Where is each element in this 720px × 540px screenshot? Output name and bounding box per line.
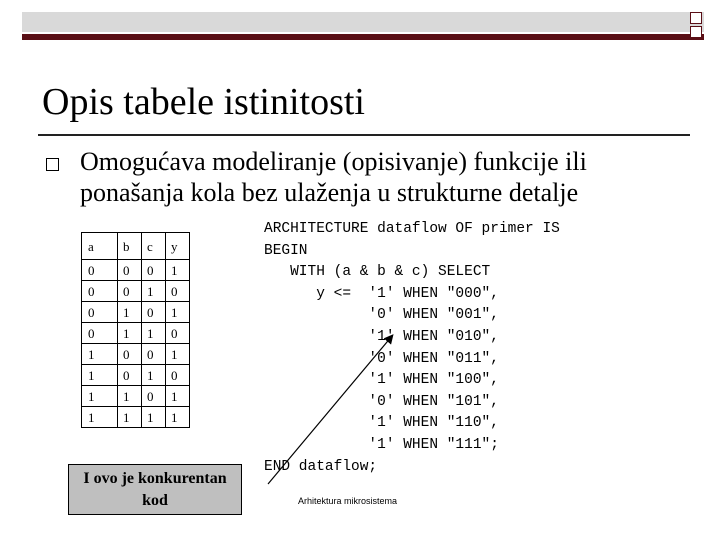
table-cell: 0 xyxy=(82,281,118,302)
footer-text: Arhitektura mikrosistema xyxy=(298,496,398,506)
code-line: '0' WHEN "011", xyxy=(264,350,499,367)
table-cell: 1 xyxy=(82,407,118,428)
code-line: WITH (a & b & c) SELECT xyxy=(264,264,491,281)
table-cell: 0 xyxy=(142,386,166,407)
code-line: BEGIN xyxy=(264,242,308,259)
table-cell: 1 xyxy=(142,407,166,428)
table-cell: 1 xyxy=(142,281,166,302)
code-line: '0' WHEN "001", xyxy=(264,307,499,324)
table-cell: 1 xyxy=(142,323,166,344)
code-line: '1' WHEN "010", xyxy=(264,328,499,345)
table-cell: 0 xyxy=(82,260,118,281)
table-cell: 1 xyxy=(118,386,142,407)
table-cell: 0 xyxy=(142,344,166,365)
table-cell: 1 xyxy=(142,365,166,386)
table-cell: 1 xyxy=(166,407,190,428)
code-line: '1' WHEN "111"; xyxy=(264,436,499,453)
table-cell: 0 xyxy=(142,302,166,323)
table-header-cell: c xyxy=(142,233,166,260)
table-cell: 1 xyxy=(82,386,118,407)
slide-title: Opis tabele istinitosti xyxy=(42,81,365,123)
table-cell: 1 xyxy=(118,323,142,344)
table-cell: 1 xyxy=(166,344,190,365)
table-cell: 0 xyxy=(166,281,190,302)
table-cell: 1 xyxy=(166,302,190,323)
code-line: ARCHITECTURE dataflow OF primer IS xyxy=(264,221,560,237)
table-cell: 0 xyxy=(82,302,118,323)
table-cell: 0 xyxy=(118,260,142,281)
table-cell: 1 xyxy=(118,302,142,323)
bullet-text: Omogućava modeliranje (opisivanje) funkcije ili ponašanja kola bez ulaženja u strukturne detalje xyxy=(80,147,587,207)
concurrent-code-callout: I ovo je konkurentan kod xyxy=(68,464,242,515)
table-cell: 0 xyxy=(118,344,142,365)
table-cell: 0 xyxy=(118,365,142,386)
code-line: '1' WHEN "100", xyxy=(264,372,499,389)
table-cell: 1 xyxy=(118,407,142,428)
table-cell: 0 xyxy=(166,365,190,386)
table-cell: 1 xyxy=(166,386,190,407)
code-line: '1' WHEN "110", xyxy=(264,415,499,432)
code-line: END dataflow; xyxy=(264,458,378,475)
table-cell: 0 xyxy=(166,323,190,344)
table-header-cell: b xyxy=(118,233,142,260)
code-line: y <= '1' WHEN "000", xyxy=(264,285,499,302)
table-cell: 1 xyxy=(82,344,118,365)
table-cell: 0 xyxy=(82,323,118,344)
table-cell: 1 xyxy=(166,260,190,281)
table-cell: 1 xyxy=(82,365,118,386)
table-cell: 0 xyxy=(142,260,166,281)
table-header-cell: y xyxy=(166,233,190,260)
table-cell: 0 xyxy=(118,281,142,302)
table-header-cell: a xyxy=(82,233,118,260)
code-line: '0' WHEN "101", xyxy=(264,393,499,410)
